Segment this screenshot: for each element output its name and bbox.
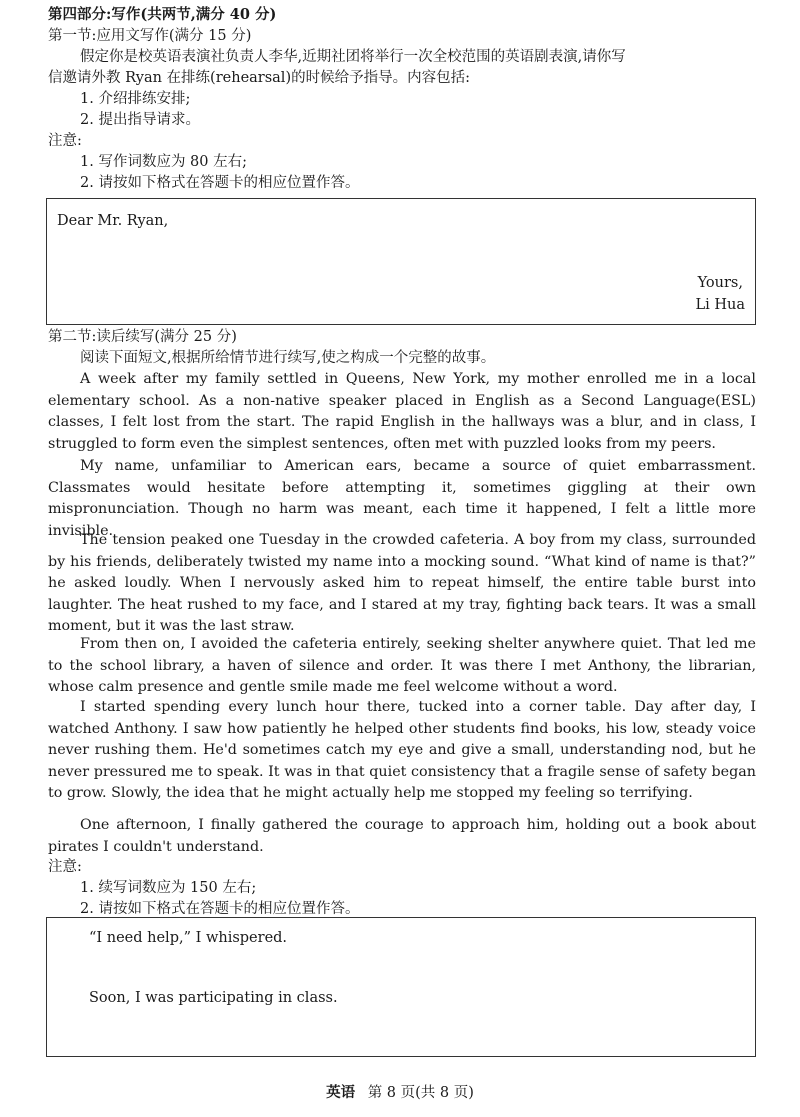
story-paragraph-2: My name, unfamiliar to American ears, became a source of quiet embarrassment. Classmates would hesitate before attempting it, sometimes giggling at their own mispronunciation. Though no harm was meant, each time it happened, I felt a little more invisible. [48, 458, 756, 539]
section2-note-2: 2. 请按如下格式在答题卡的相应位置作答。 [80, 901, 360, 917]
section1-note-1: 1. 写作词数应为 80 左右; [80, 154, 247, 170]
section1-heading: 第一节:应用文写作(满分 15 分) [48, 28, 252, 44]
letter-answer-box [46, 198, 756, 325]
footer-subject: 英语 [326, 1084, 356, 1101]
section2-instruction: 阅读下面短文,根据所给情节进行续写,使之构成一个完整的故事。 [80, 350, 496, 366]
story-paragraph-4: From then on, I avoided the cafeteria entirely, seeking shelter anywhere quiet. That led me to the school library, a haven of silence and order. It was there I met Anthony, the librarian, whose calm presence and gentle smile made me feel welcome without a word. [48, 636, 756, 696]
story-paragraph-5: I started spending every lunch hour there, tucked into a corner table. Day after day, I watched Anthony. I saw how patiently he helped other students find books, his low, steady voice never rushing them. He'd sometimes catch my eye and give a small, understanding nod, but he never pressured me to speak. It was in that quiet consistency that a fragile sense of safety began to grow. Slowly, the idea that he might actually help me stopped my feeling so terrifying. [48, 699, 756, 802]
footer-page-number: 第 8 页(共 8 页) [367, 1085, 474, 1101]
section1-point-2: 2. 提出指导请求。 [80, 112, 200, 128]
letter-greeting: Dear Mr. Ryan, [57, 213, 169, 229]
part-heading: 第四部分:写作(共两节,满分 40 分) [48, 6, 277, 23]
section2-note-1: 1. 续写词数应为 150 左右; [80, 880, 257, 896]
story-paragraph-3: The tension peaked one Tuesday in the crowded cafeteria. A boy from my class, surrounded by his friends, deliberately twisted my name into a mocking sound. “What kind of name is that?” he asked loudly. When I nervously asked him to repeat himself, the entire table burst into laughter. The heat rushed to my face, and I stared at my tray, fighting back tears. It was a small moment, but it was the last straw. [48, 532, 756, 635]
letter-signature: Li Hua [695, 297, 745, 313]
continuation-line-1: “I need help,” I whispered. [89, 930, 288, 946]
section1-note-2: 2. 请按如下格式在答题卡的相应位置作答。 [80, 175, 360, 191]
continuation-answer-box [46, 917, 756, 1057]
story-paragraph-6: One afternoon, I finally gathered the courage to approach him, holding out a book about pirates I couldn't understand. [48, 817, 756, 855]
letter-closing: Yours, [697, 275, 743, 291]
section1-prompt-line2: 信邀请外教 Ryan 在排练(rehearsal)的时候给予指导。内容包括: [48, 70, 470, 86]
section2-heading: 第二节:读后续写(满分 25 分) [48, 329, 237, 345]
section2-note-label: 注意: [48, 859, 82, 875]
section1-note-label: 注意: [48, 133, 82, 149]
continuation-line-2: Soon, I was participating in class. [89, 990, 338, 1006]
page-footer [0, 1081, 800, 1102]
section1-point-1: 1. 介绍排练安排; [80, 91, 191, 107]
story-paragraph-1: A week after my family settled in Queens, New York, my mother enrolled me in a local elementary school. As a non-native speaker placed in English as a Second Language(ESL) classes, I felt lost from the start. The rapid English in the hallways was a blur, and in class, I struggled to form even the simplest sentences, often met with puzzled looks from my peers. [48, 371, 756, 452]
section1-prompt-line1: 假定你是校英语表演社负责人李华,近期社团将举行一次全校范围的英语剧表演,请你写 [80, 49, 626, 65]
